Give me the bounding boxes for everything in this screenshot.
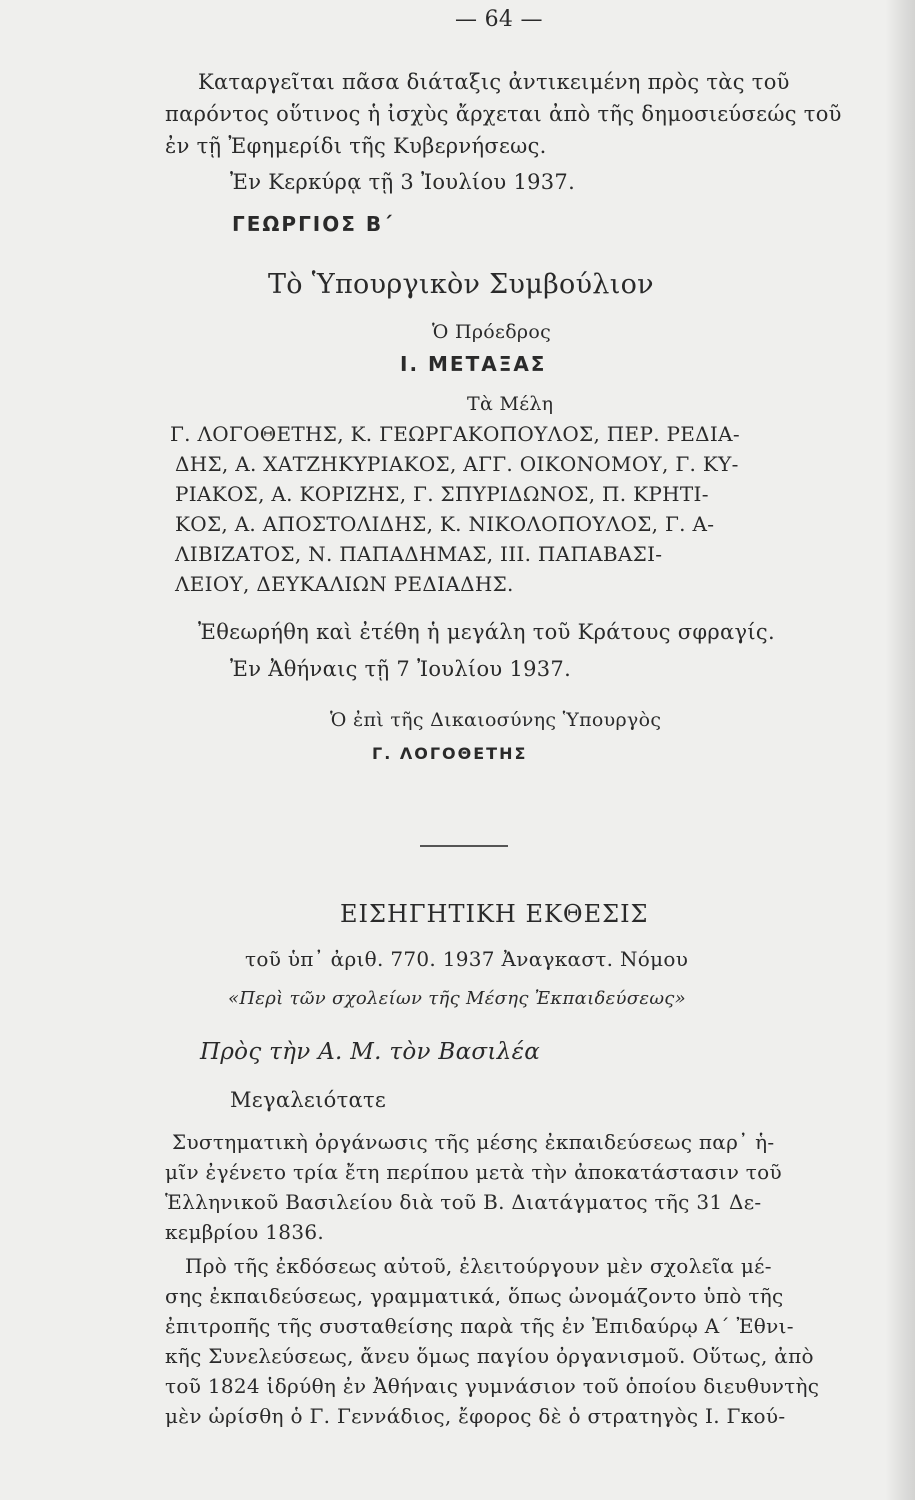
minister-name: Γ. ΛΟΓΟΘΕΤΗΣ <box>372 744 528 763</box>
section-divider <box>420 845 508 847</box>
members-line-6: ΛΕΙΟΥ, ΔΕΥΚΑΛΙΩΝ ΡΕΔΙΑΔΗΣ. <box>175 572 514 596</box>
para1-line-2: μῖν ἐγένετο τρία ἔτη περίπου μετὰ τὴν ἀποκατάστασιν τοῦ <box>165 1160 782 1184</box>
decree-line-3: ἐν τῇ Ἐφημερίδι τῆς Κυβερνήσεως. <box>165 134 547 158</box>
members-line-1: Γ. ΛΟΓΟΘΕΤΗΣ, Κ. ΓΕΩΡΓΑΚΟΠΟΥΛΟΣ, ΠΕΡ. ΡΕΔΙΑ- <box>170 422 740 446</box>
para2-line-4: κῆς Συνελεύσεως, ἄνευ ὅμως παγίου ὀργανισμοῦ. Οὕτως, ἀπὸ <box>165 1344 814 1368</box>
minister-label: Ὁ ἐπὶ τῆς Δικαιοσύνης Ὑπουργὸς <box>330 709 662 731</box>
report-address: Πρὸς τὴν Α. Μ. τὸν Βασιλέα <box>200 1039 541 1065</box>
salutation: Μεγαλειότατε <box>230 1088 387 1112</box>
king-signature: ΓΕΩΡΓΙΟΣ Β΄ <box>232 212 394 236</box>
page-number: — 64 — <box>455 7 543 32</box>
report-subject: «Περὶ τῶν σχολείων τῆς Μέσης Ἐκπαιδεύσεως» <box>228 988 686 1009</box>
para1-line-4: κεμβρίου 1836. <box>165 1220 325 1244</box>
members-label: Τὰ Μέλη <box>467 393 554 415</box>
para2-line-6: μὲν ὡρίσθη ὁ Γ. Γεννάδιος, ἔφορος δὲ ὁ στρατηγὸς Ι. Γκού- <box>165 1404 786 1428</box>
president-name: Ι. ΜΕΤΑΞΑΣ <box>400 352 547 376</box>
report-subtitle: τοῦ ὑπ᾽ ἀριθ. 770. 1937 Ἀναγκαστ. Νόμου <box>245 947 689 971</box>
para1-line-3: Ἑλληνικοῦ Βασιλείου διὰ τοῦ Β. Διατάγματος τῆς 31 Δε- <box>165 1190 762 1214</box>
page-edge-shadow <box>885 0 915 1500</box>
members-line-2: ΔΗΣ, Α. ΧΑΤΖΗΚΥΡΙΑΚΟΣ, ΑΓΓ. ΟΙΚΟΝΟΜΟΥ, Γ. ΚΥ- <box>175 452 739 476</box>
para1-line-1: Συστηματικὴ ὀργάνωσις τῆς μέσης ἐκπαιδεύσεως παρ᾽ ἡ- <box>172 1130 775 1154</box>
members-line-5: ΛΙΒΙΖΑΤΟΣ, Ν. ΠΑΠΑΔΗΜΑΣ, ΙΙΙ. ΠΑΠΑΒΑΣΙ- <box>175 542 663 566</box>
members-line-4: ΚΟΣ, Α. ΑΠΟΣΤΟΛΙΔΗΣ, Κ. ΝΙΚΟΛΟΠΟΥΛΟΣ, Γ. Α- <box>175 512 715 536</box>
president-label: Ὁ Πρόεδρος <box>432 321 552 343</box>
decree-place-date: Ἐν Κερκύρᾳ τῇ 3 Ἰουλίου 1937. <box>230 170 576 194</box>
para2-line-2: σης ἐκπαιδεύσεως, γραμματικά, ὅπως ὠνομάζοντο ὑπὸ τῆς <box>165 1284 784 1308</box>
members-line-3: ΡΙΑΚΟΣ, Α. ΚΟΡΙΖΗΣ, Γ. ΣΠΥΡΙΔΩΝΟΣ, Π. ΚΡΗΤΙ- <box>175 482 709 506</box>
council-title: Τὸ Ὑπουργικὸν Συμβούλιον <box>268 269 654 300</box>
decree-line-1: Καταργεῖται πᾶσα διάταξις ἀντικειμένη πρὸς τὰς τοῦ <box>198 70 790 94</box>
decree-line-2: παρόντος οὕτινος ἡ ἰσχὺς ἄρχεται ἀπὸ τῆς δημοσιεύσεώς τοῦ <box>165 102 842 126</box>
seal-place-date: Ἐν Ἀθήναις τῇ 7 Ἰουλίου 1937. <box>230 657 572 681</box>
seal-line: Ἐθεωρήθη καὶ ἐτέθη ἡ μεγάλη τοῦ Κράτους σφραγίς. <box>198 620 775 644</box>
para2-line-5: τοῦ 1824 ἱδρύθη ἐν Ἀθήναις γυμνάσιον τοῦ ὁποίου διευθυντὴς <box>165 1374 820 1398</box>
para2-line-3: ἐπιτροπῆς τῆς συσταθείσης παρὰ τῆς ἐν Ἐπιδαύρῳ Α΄ Ἐθνι- <box>165 1314 794 1338</box>
report-title: ΕΙΣΗΓΗΤΙΚΗ ΕΚΘΕΣΙΣ <box>340 900 649 928</box>
para2-line-1: Πρὸ τῆς ἐκδόσεως αὐτοῦ, ἐλειτούργουν μὲν σχολεῖα μέ- <box>185 1254 772 1278</box>
